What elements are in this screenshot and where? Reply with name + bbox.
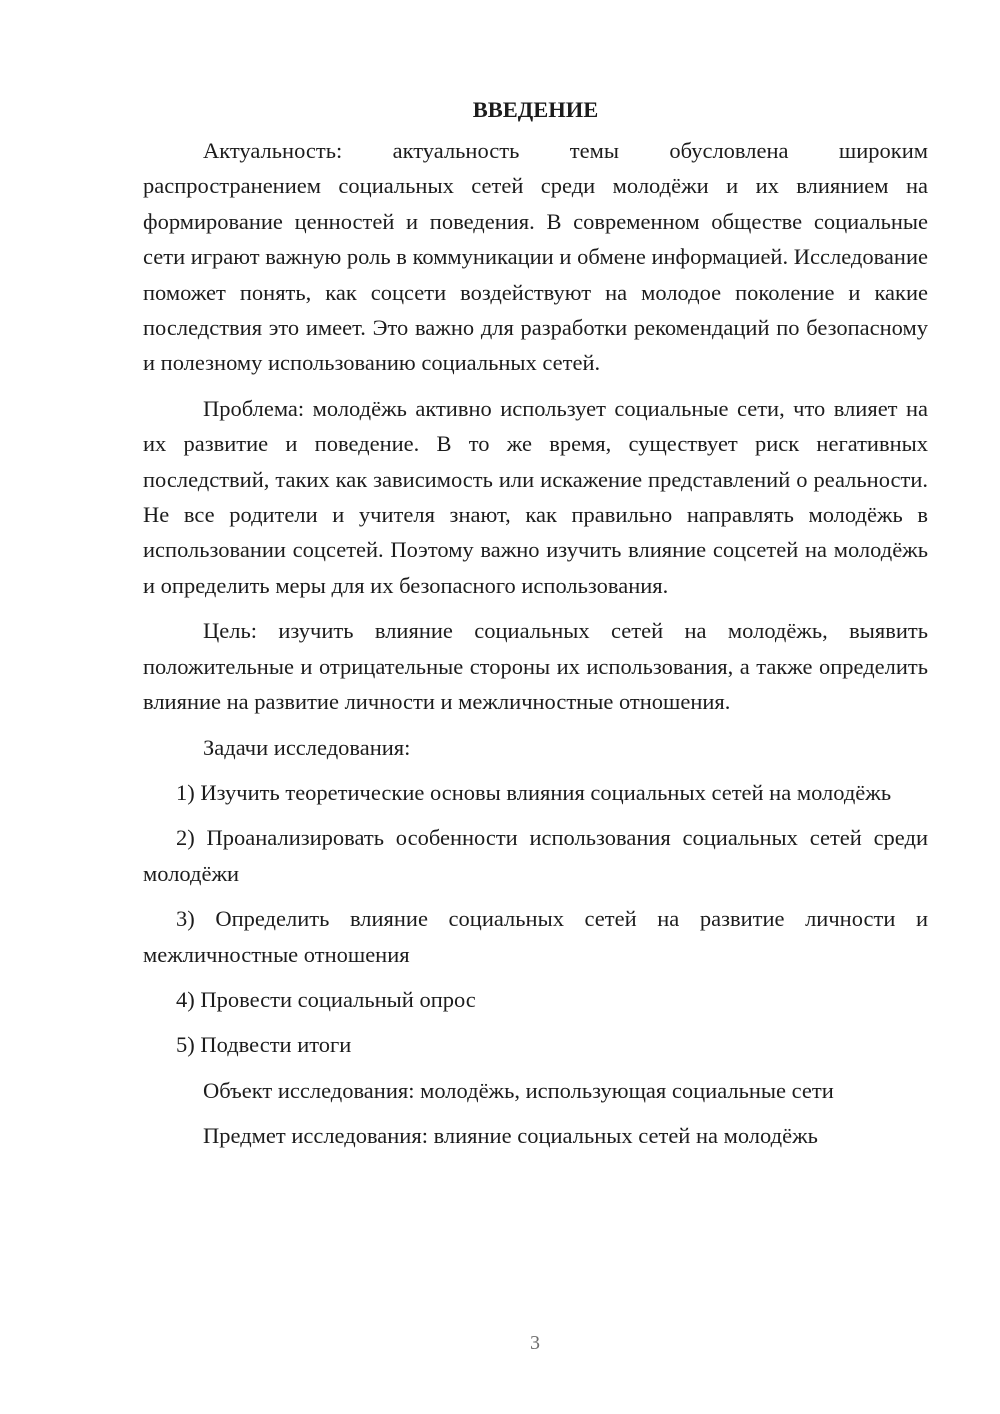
task-item: 3) Определить влияние социальных сетей на развитие личности и межличностные отношения	[143, 906, 928, 967]
page-number: 3	[530, 1332, 540, 1354]
relevance-paragraph: Актуальность: актуальность темы обусловлена широким распространением социальных сетей среди молодёжи и их влиянием на формирование ценностей и поведения. В современном обществе социальные сети играют важную роль в коммуникации и обмене информацией. Исследование поможет понять, как соцсети воздействуют на молодое поколение и какие последствия это имеет. Это важно для разработки рекомендаций по безопасному и полезному использованию социальных сетей.	[143, 138, 928, 376]
task-item: 5) Подвести итоги	[176, 1032, 352, 1058]
research-object: Объект исследования: молодёжь, использующая социальные сети	[203, 1077, 834, 1103]
task-item: 1) Изучить теоретические основы влияния социальных сетей на молодёжь	[176, 779, 892, 805]
document-page	[143, 92, 928, 1164]
task-item: 4) Провести социальный опрос	[176, 986, 476, 1012]
section-title: ВВЕДЕНИЕ	[472, 97, 599, 122]
task-item: 2) Проанализировать особенности использования социальных сетей среди молодёжи	[143, 825, 928, 886]
goal-paragraph: Цель: изучить влияние социальных сетей на молодёжь, выявить положительные и отрицательные стороны их использования, а также определить влияние на развитие личности и межличностные отношения.	[143, 618, 928, 715]
problem-paragraph: Проблема: молодёжь активно использует социальные сети, что влияет на их развитие и поведение. В то же время, существует риск негативных последствий, таких как зависимость или искажение представлений о реальности. Не все родители и учителя знают, как правильно направлять молодёжь в использовании соцсетей. Поэтому важно изучить влияние соцсетей на молодёжь и определить меры для их безопасного использования.	[143, 395, 928, 598]
research-subject: Предмет исследования: влияние социальных сетей на молодёжь	[203, 1123, 818, 1149]
tasks-heading: Задачи исследования:	[203, 734, 411, 760]
